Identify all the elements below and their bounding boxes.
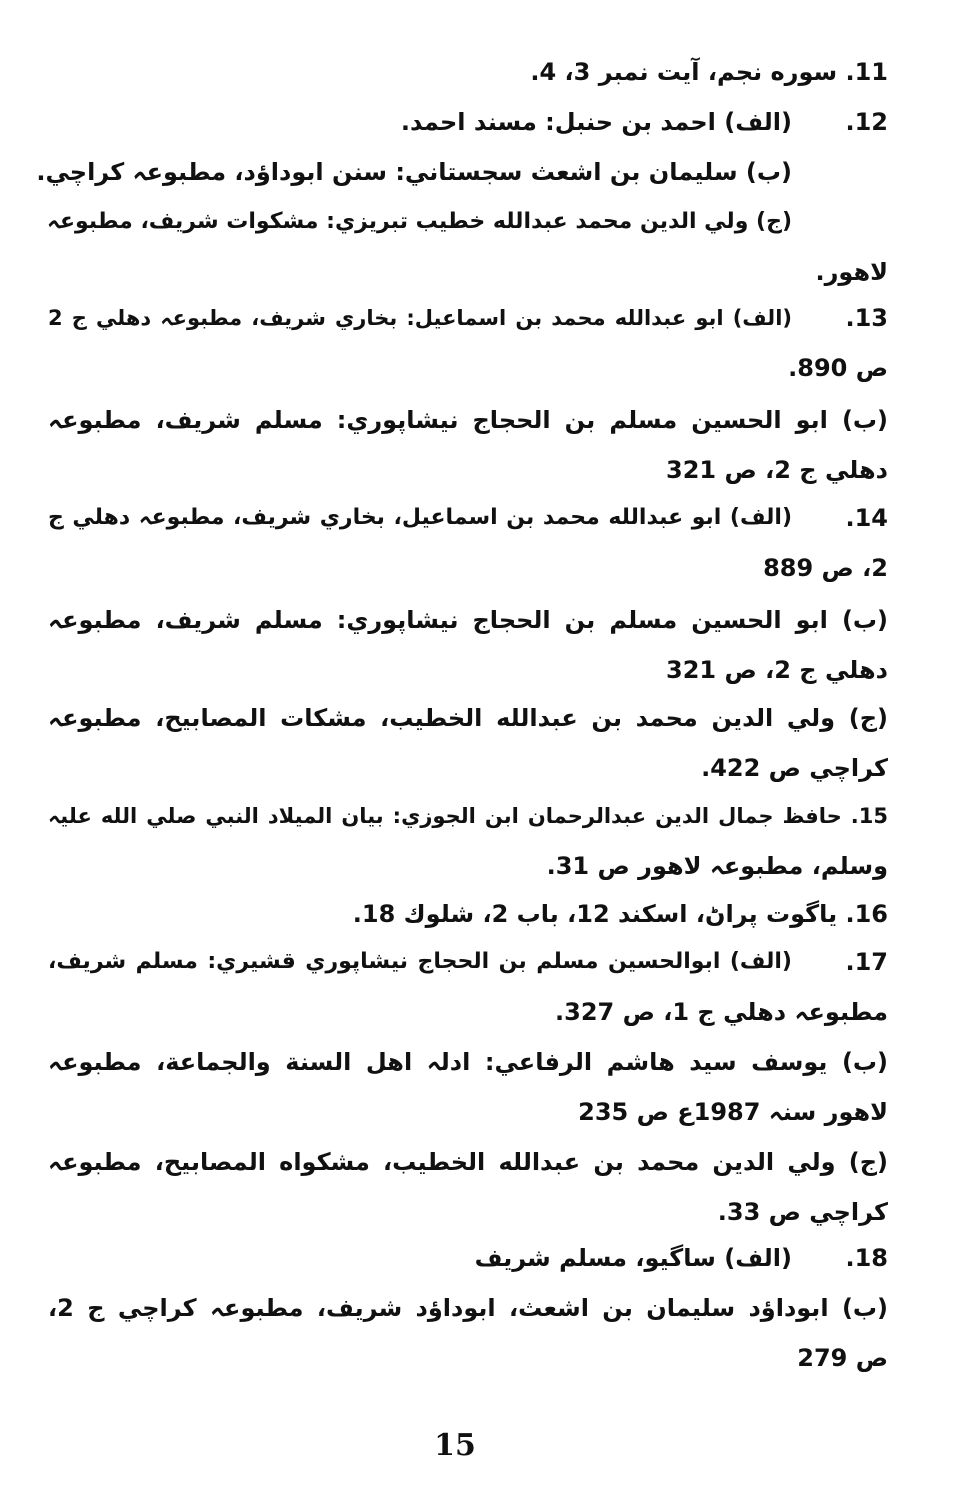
note-13-a-line1: (الف) ابو عبدالله محمد بن اسماعيل: بخاري شريف، مطبوعہ دهلي ج 2 <box>48 306 792 330</box>
note-14-a-line2: 2، ص 889 <box>763 554 888 582</box>
note-18-number: .18 <box>845 1244 888 1272</box>
note-18-b-line1: (ب) ابوداؤد سليمان بن اشعث، ابوداؤد شريف، مطبوعہ كراچي ج 2، <box>48 1294 888 1322</box>
note-16: 16. ياگوت پراڻ، اسكند 12، باب 2، شلوك 18. <box>352 900 888 928</box>
note-12-a: (الف) احمد بن حنبل: مسند احمد. <box>400 108 792 136</box>
page-number: 15 <box>434 1428 476 1463</box>
note-13-a-line2: ص 890. <box>788 354 888 382</box>
note-17-b-line2: لاهور سنہ 1987ع ص 235 <box>578 1098 888 1126</box>
note-15-line2: وسلم، مطبوعہ لاهور ص 31. <box>546 852 888 880</box>
note-17-number: .17 <box>845 948 888 976</box>
note-18-a: (الف) ساگيو، مسلم شريف <box>474 1244 792 1272</box>
note-14-b-line2: دهلي ج 2، ص 321 <box>666 656 888 684</box>
note-15-line1: 15. حافظ جمال الدين عبدالرحمان ابن الجوزي: بيان الميلاد النبي صلي الله عليہ <box>48 804 888 828</box>
note-11: 11. سوره نجم، آیت نمبر 3، 4. <box>530 58 888 86</box>
note-13-b-line1: (ب) ابو الحسين مسلم بن الحجاج نيشاپوري: مسلم شريف، مطبوعہ <box>48 406 888 434</box>
note-14-a-line1: (الف) ابو عبدالله محمد بن اسماعيل، بخاري شريف، مطبوعہ دهلي ج <box>48 505 792 530</box>
note-17-b-line1: (ب) يوسف سيد هاشم الرفاعي: ادلہ اهل السنة والجماعة، مطبوعہ <box>48 1048 888 1076</box>
note-14-c-line2: كراچي ص 422. <box>701 754 888 782</box>
note-12-number: .12 <box>845 108 888 136</box>
note-14-number: .14 <box>845 504 888 532</box>
note-17-a-line2: مطبوعہ دهلي ج 1، ص 327. <box>555 998 888 1026</box>
note-12-c-line2: لاهور. <box>815 258 888 286</box>
note-12-b: (ب) سليمان بن اشعث سجستاني: سنن ابوداؤد، مطبوعہ كراچي. <box>36 158 792 186</box>
note-14-c-line1: (ج) ولي الدين محمد بن عبدالله الخطيب، مشكات المصابيح، مطبوعہ <box>48 704 888 732</box>
note-13-b-line2: دهلي ج 2، ص 321 <box>666 456 888 484</box>
note-17-c-line1: (ج) ولي الدين محمد بن عبدالله الخطيب، مشكواه المصابيح، مطبوعہ <box>48 1148 888 1176</box>
note-17-a-line1: (الف) ابوالحسين مسلم بن الحجاج نيشاپوري قشيري: مسلم شريف، <box>48 949 792 974</box>
note-13-number: .13 <box>845 304 888 332</box>
note-17-c-line2: كراچي ص 33. <box>717 1198 888 1226</box>
note-14-b-line1: (ب) ابو الحسين مسلم بن الحجاج نيشاپوري: مسلم شريف، مطبوعہ <box>48 606 888 634</box>
note-18-b-line2: ص 279 <box>797 1344 888 1372</box>
note-12-c-line1: (ج) ولي الدين محمد عبدالله خطيب تبريزي: مشكوات شريف، مطبوعہ <box>47 209 792 234</box>
